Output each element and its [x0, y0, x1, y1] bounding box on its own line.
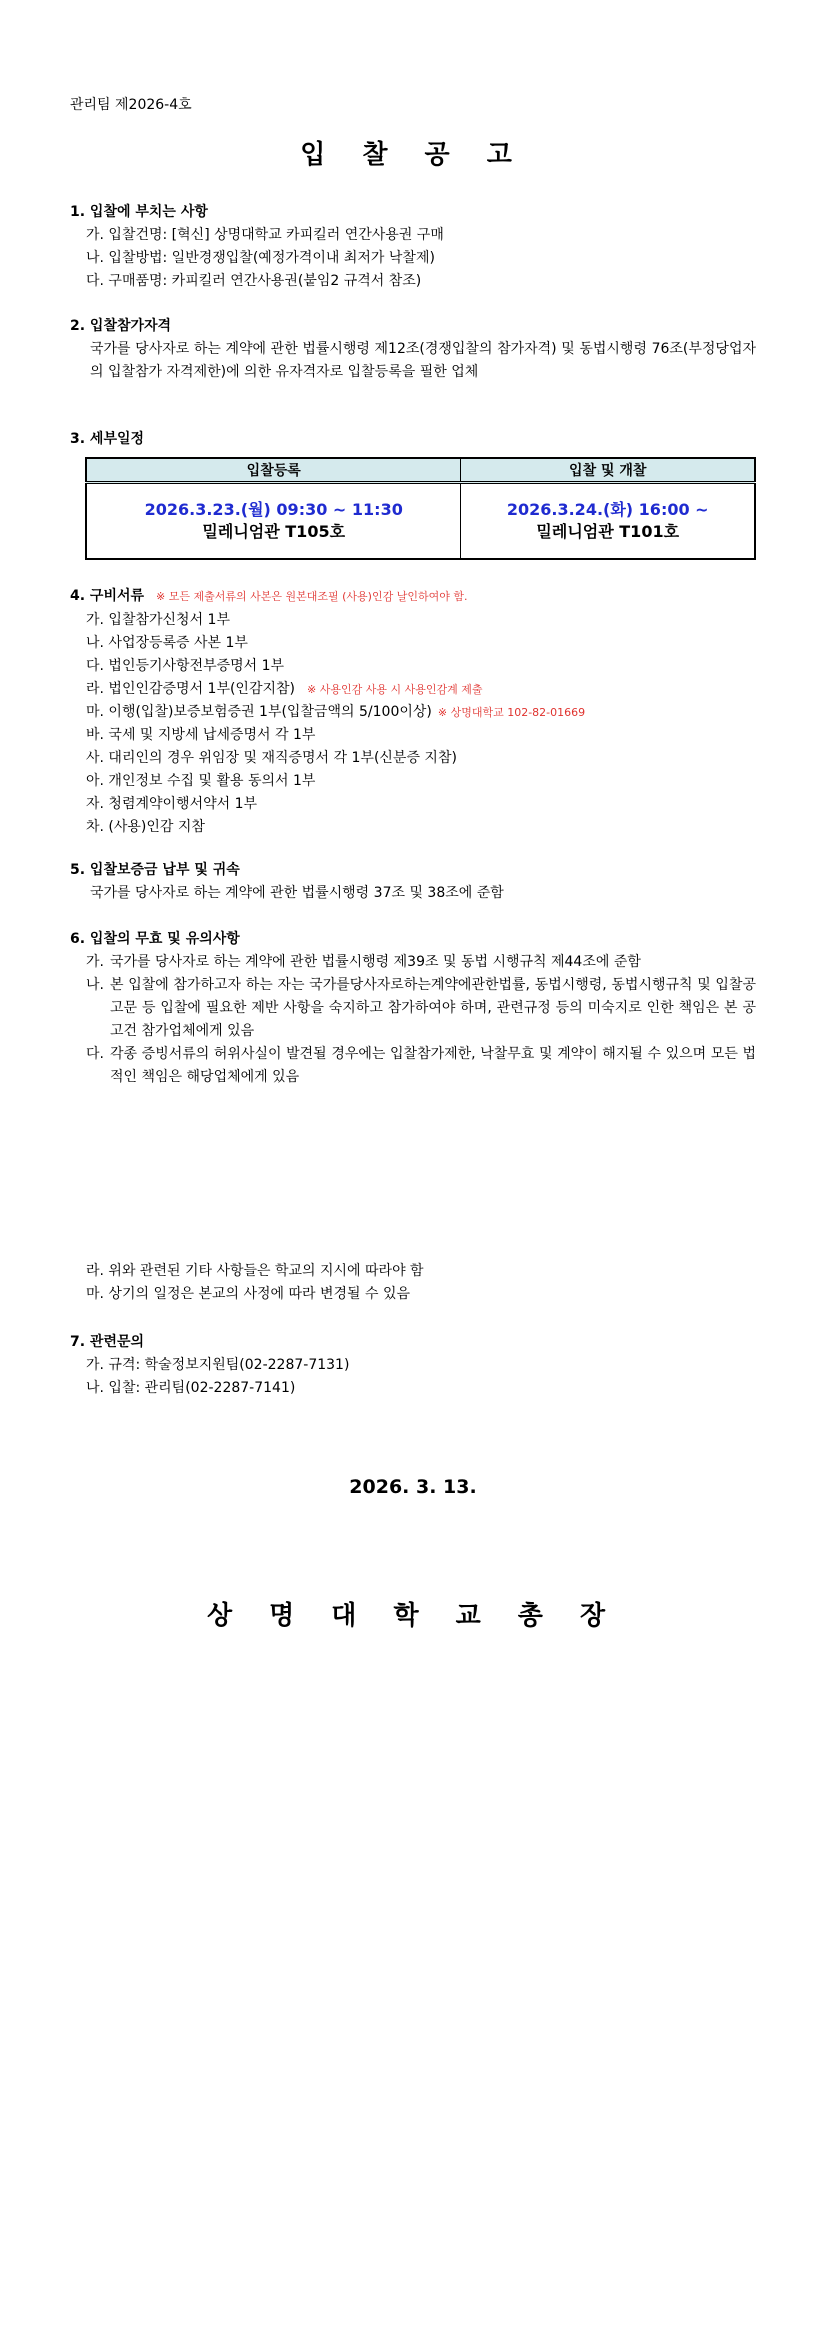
item-marker: 나. — [86, 977, 104, 993]
paragraph: 국가를 당사자로 하는 계약에 관한 법률시행령 제12조(경쟁입찰의 참가자격) 및 동법시행령 76조(부정당업자의 입찰참가 자격제한)에 의한 유자격자로 입찰등록을 필한 업체 — [90, 341, 756, 380]
section-invalidity-continued — [70, 1260, 756, 1306]
section-heading-text: 4. 구비서류 — [70, 588, 145, 604]
registration-place: 밀레니엄관 T105호 — [202, 522, 346, 541]
list-item: 가. 규격: 학술정보지원팀(02-2287-7131) — [86, 1357, 350, 1373]
heading-note: ※ 모든 제출서류의 사본은 원본대조필 (사용)인감 날인하여야 함. — [156, 590, 468, 603]
item-marker: 다. — [86, 1046, 104, 1062]
section-heading — [70, 584, 756, 609]
list-item — [70, 678, 756, 701]
section-bid-subject — [70, 200, 756, 293]
list-item: 가. 입찰건명: [혁신] 상명대학교 카피킬러 연간사용권 구매 — [86, 227, 444, 243]
section-eligibility — [70, 314, 756, 384]
section-invalidity — [70, 927, 756, 1089]
list-item — [70, 974, 756, 1043]
list-item: 나. 입찰: 관리팀(02-2287-7141) — [86, 1380, 296, 1396]
announcement-date: 2026. 3. 13. — [349, 1476, 477, 1498]
section-heading: 7. 관련문의 — [70, 1334, 145, 1350]
list-item — [70, 701, 756, 724]
paragraph: 국가를 당사자로 하는 계약에 관한 법률시행령 37조 및 38조에 준함 — [90, 885, 504, 901]
item-text: 국가를 당사자로 하는 계약에 관한 법률시행령 제39조 및 동법 시행규칙 제44조에 준함 — [110, 954, 641, 970]
list-item — [70, 951, 756, 974]
section-heading: 3. 세부일정 — [70, 431, 145, 447]
document-number: 관리팀 제2026-4호 — [70, 97, 192, 113]
list-item: 라. 위와 관련된 기타 사항들은 학교의 지시에 따라야 함 — [86, 1263, 424, 1279]
opening-place: 밀레니엄관 T101호 — [536, 522, 680, 541]
schedule-table — [85, 457, 756, 560]
opening-cell — [461, 483, 755, 560]
item-marker: 가. — [86, 954, 104, 970]
list-item: 자. 청렴계약이행서약서 1부 — [86, 796, 258, 812]
list-item-text: 라. 법인인감증명서 1부(인감지참) — [86, 681, 295, 697]
section-heading: 6. 입찰의 무효 및 유의사항 — [70, 931, 240, 947]
page-title: 입 찰 공 고 — [300, 140, 526, 170]
list-item — [70, 1043, 756, 1089]
section-heading: 2. 입찰참가자격 — [70, 318, 172, 334]
item-note: ※ 사용인감 사용 시 사용인감계 제출 — [307, 683, 483, 696]
item-text: 본 입찰에 참가하고자 하는 자는 국가를당사자로하는계약에관한법률, 동법시행령, 동법시행규칙 및 입찰공고문 등 입찰에 필요한 제반 사항을 숙지하고 참가하여야 하며, 관련규정 등의 미숙지로 인한 책임은 본 공고건 참가업체에게 있음 — [110, 977, 756, 1039]
section-contact — [70, 1330, 756, 1400]
table-header-opening: 입찰 및 개찰 — [461, 458, 755, 483]
section-heading: 5. 입찰보증금 납부 및 귀속 — [70, 862, 240, 878]
item-note: ※ 상명대학교 102-82-01669 — [437, 706, 586, 719]
list-item-text: 마. 이행(입찰)보증보험증권 1부(입찰금액의 5/100이상) — [86, 704, 432, 720]
registration-cell — [86, 483, 461, 560]
section-documents — [70, 584, 756, 839]
list-item: 차. (사용)인감 지참 — [86, 819, 205, 835]
list-item: 아. 개인정보 수집 및 활용 동의서 1부 — [86, 773, 316, 789]
table-header-registration: 입찰등록 — [86, 458, 461, 483]
signature-president: 상 명 대 학 교 총 장 — [206, 1601, 620, 1631]
list-item: 바. 국세 및 지방세 납세증명서 각 1부 — [86, 727, 316, 743]
list-item: 사. 대리인의 경우 위임장 및 재직증명서 각 1부(신분증 지참) — [86, 750, 457, 766]
list-item: 가. 입찰참가신청서 1부 — [86, 612, 230, 628]
section-schedule — [70, 427, 756, 451]
item-text: 각종 증빙서류의 허위사실이 발견될 경우에는 입찰참가제한, 낙찰무효 및 계약이 해지될 수 있으며 모든 법적인 책임은 해당업체에게 있음 — [110, 1046, 756, 1085]
list-item: 나. 입찰방법: 일반경쟁입찰(예정가격이내 최저가 낙찰제) — [86, 250, 435, 266]
registration-time: 2026.3.23.(월) 09:30 ~ 11:30 — [144, 500, 403, 519]
list-item: 다. 법인등기사항전부증명서 1부 — [86, 658, 285, 674]
list-item: 나. 사업장등록증 사본 1부 — [86, 635, 248, 651]
list-item: 다. 구매품명: 카피킬러 연간사용권(붙임2 규격서 참조) — [86, 273, 422, 289]
section-deposit — [70, 858, 756, 905]
section-heading: 1. 입찰에 부치는 사항 — [70, 204, 208, 220]
opening-time: 2026.3.24.(화) 16:00 ~ — [506, 500, 709, 519]
list-item: 마. 상기의 일정은 본교의 사정에 따라 변경될 수 있음 — [86, 1286, 411, 1302]
